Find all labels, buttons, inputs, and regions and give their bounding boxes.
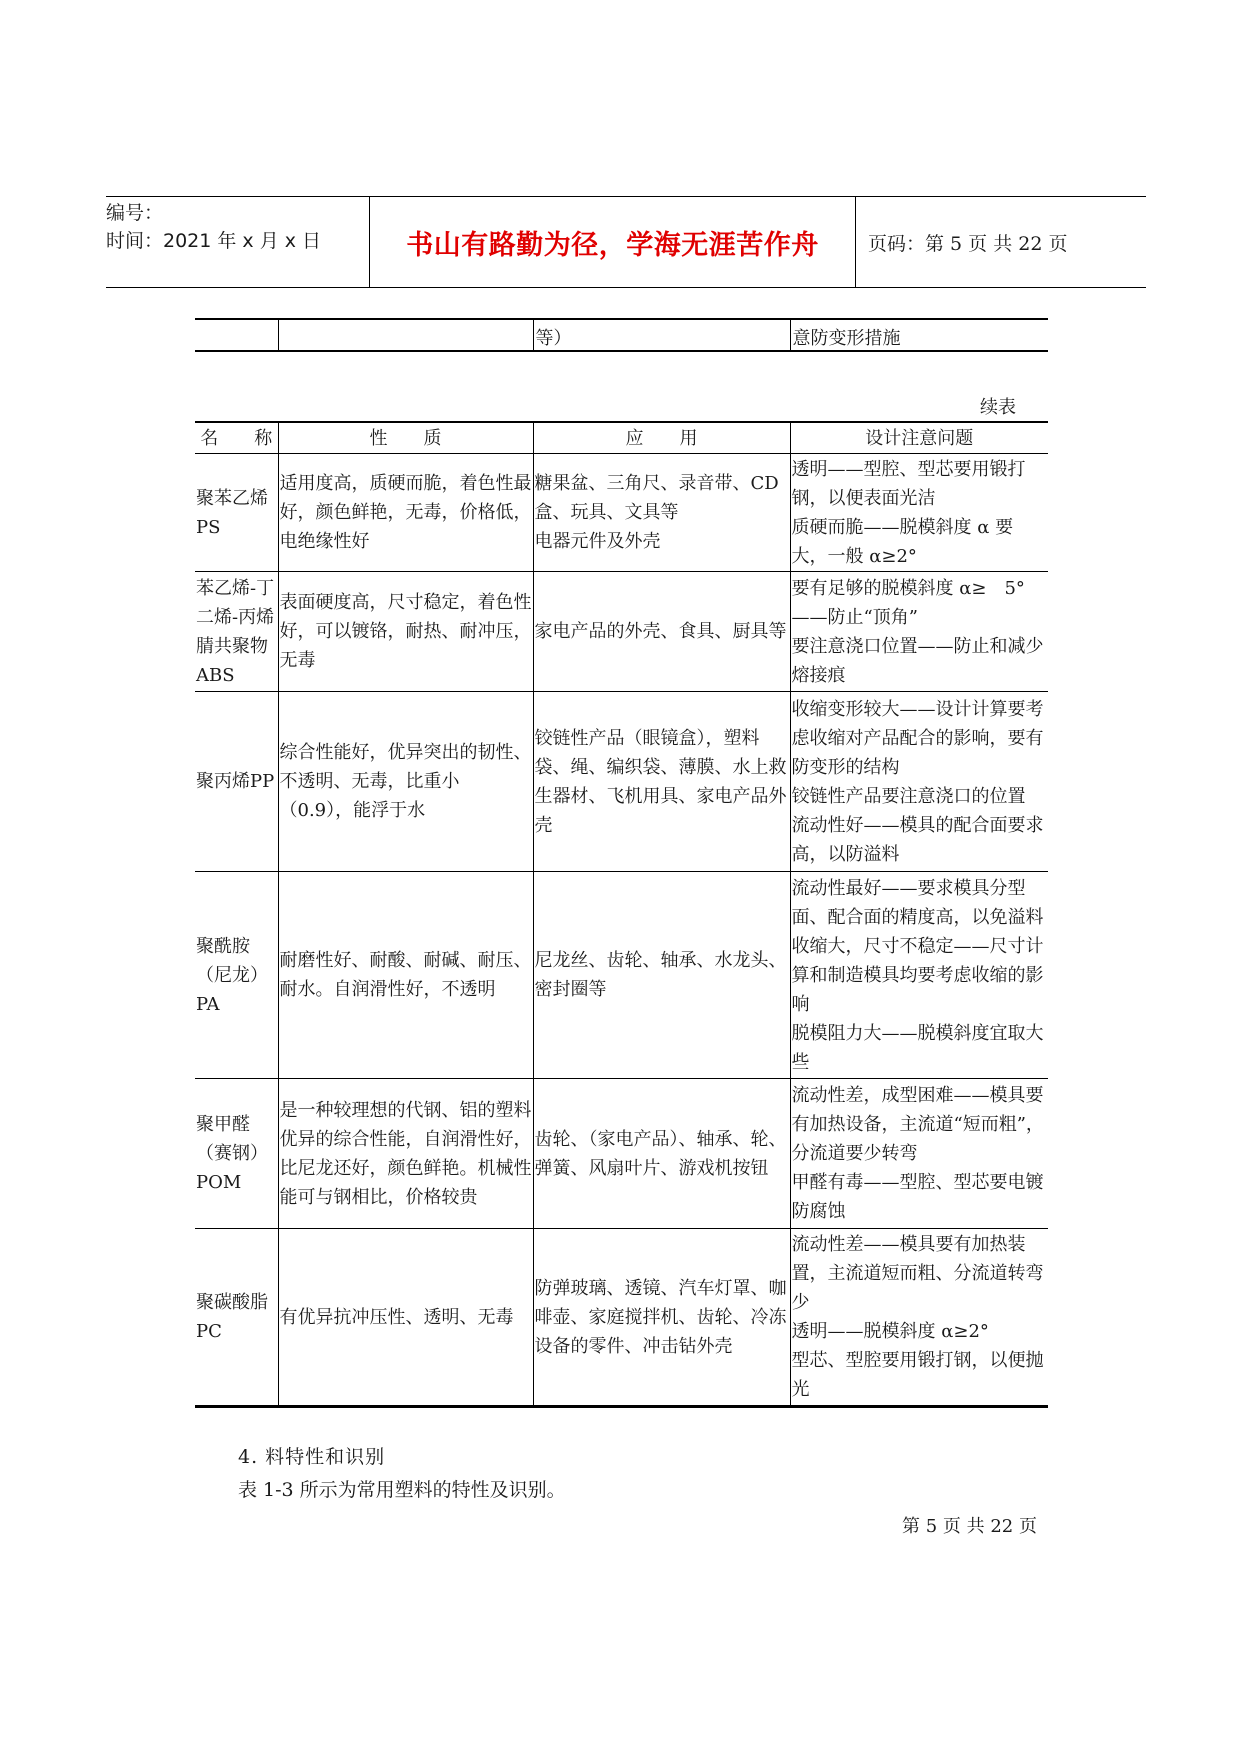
material-application: 家电产品的外壳、食具、厨具等: [533, 572, 790, 692]
time-label: 时间：2021 年 x 月 x 日: [106, 230, 322, 252]
table-row: [195, 1079, 1048, 1229]
material-property: 耐磨性好、耐酸、耐碱、耐压、耐水。自润滑性好，不透明: [278, 872, 533, 1079]
column-header-name: 名 称: [195, 422, 278, 454]
header-motto: 书山有路勤为径，学海无涯苦作舟: [370, 197, 856, 287]
table-row: [195, 1229, 1048, 1407]
material-design: 收缩变形较大——设计计算要考虑收缩对产品配合的影响，要有防变形的结构 铰链性产品要注意浇口的位置 流动性好——模具的配合面要求高，以防溢料: [790, 692, 1048, 872]
table-row: [195, 872, 1048, 1079]
page-footer: 第 5 页 共 22 页: [902, 1516, 1037, 1537]
table-cell: [195, 319, 278, 351]
page-header: [106, 196, 1146, 288]
column-header-design: 设计注意问题: [790, 422, 1048, 454]
material-property: 综合性能好，优异突出的韧性、不透明、无毒，比重小（0.9），能浮于水: [278, 692, 533, 872]
material-design: 流动性最好——要求模具分型面、配合面的精度高，以免溢料 收缩大，尺寸不稳定——尺寸计算和制造模具均要考虑收缩的影响 脱模阻力大——脱模斜度宜取大些: [790, 872, 1048, 1079]
material-name: 聚丙烯PP: [195, 692, 278, 872]
plastics-table: [195, 421, 1048, 1408]
material-name: 聚碳酸脂 PC: [195, 1229, 278, 1407]
material-property: 是一种较理想的代钢、铝的塑料优异的综合性能，自润滑性好，比尼龙还好，颜色鲜艳。机械性能可与钢相比，价格较贵: [278, 1079, 533, 1229]
continued-label: 续表: [980, 397, 1016, 418]
material-name: 聚苯乙烯 PS: [195, 454, 278, 572]
material-name: 苯乙烯-丁二烯-丙烯腈共聚物 ABS: [195, 572, 278, 692]
table-header-row: [195, 422, 1048, 454]
material-design: 流动性差——模具要有加热装置，主流道短而粗、分流道转弯少 透明——脱模斜度 α≥2° 型芯、型腔要用锻打钢，以便抛光: [790, 1229, 1048, 1407]
material-application: 尼龙丝、齿轮、轴承、水龙头、密封圈等: [533, 872, 790, 1079]
column-header-property: 性 质: [278, 422, 533, 454]
section-title: 4. 料特性和识别: [238, 1446, 386, 1468]
table-cell: [278, 319, 533, 351]
material-design: 流动性差，成型困难——模具要有加热设备，主流道“短而粗”，分流道要少转弯 甲醛有毒——型腔、型芯要电镀防腐蚀: [790, 1079, 1048, 1229]
material-design: 透明——型腔、型芯要用锻打钢，以便表面光洁 质硬而脆——脱模斜度 α 要大，一般 α≥2°: [790, 454, 1048, 572]
material-application: 糖果盆、三角尺、录音带、CD 盒、玩具、文具等 电器元件及外壳: [533, 454, 790, 572]
column-header-application: 应 用: [533, 422, 790, 454]
material-property: 适用度高，质硬而脆，着色性最好，颜色鲜艳，无毒，价格低，电绝缘性好: [278, 454, 533, 572]
table-row: [195, 572, 1048, 692]
header-info: [106, 197, 370, 287]
material-design: 要有足够的脱模斜度 α≥ 5°——防止“顶角” 要注意浇口位置——防止和减少熔接痕: [790, 572, 1048, 692]
table-cell: 等）: [533, 319, 790, 351]
material-application: 齿轮、（家电产品）、轴承、轮、弹簧、风扇叶片、游戏机按钮: [533, 1079, 790, 1229]
table-row: [195, 454, 1048, 572]
continued-table: [195, 318, 1048, 352]
body-paragraph: 表 1-3 所示为常用塑料的特性及识别。: [238, 1479, 566, 1501]
material-application: 铰链性产品（眼镜盒），塑料袋、绳、编织袋、薄膜、水上救生器材、飞机用具、家电产品外壳: [533, 692, 790, 872]
table-row: [195, 319, 1048, 351]
material-property: 表面硬度高，尺寸稳定，着色性好，可以镀铬，耐热、耐冲压，无毒: [278, 572, 533, 692]
material-name: 聚甲醛 （赛钢） POM: [195, 1079, 278, 1229]
table-row: [195, 692, 1048, 872]
material-application: 防弹玻璃、透镜、汽车灯罩、咖啡壶、家庭搅拌机、齿轮、冷冻设备的零件、冲击钻外壳: [533, 1229, 790, 1407]
header-page-label: 页码：第 5 页 共 22 页: [868, 232, 1068, 255]
number-label: 编号：: [106, 202, 164, 224]
table-cell: 意防变形措施: [790, 319, 1048, 351]
material-property: 有优异抗冲压性、透明、无毒: [278, 1229, 533, 1407]
material-name: 聚酰胺 （尼龙） PA: [195, 872, 278, 1079]
